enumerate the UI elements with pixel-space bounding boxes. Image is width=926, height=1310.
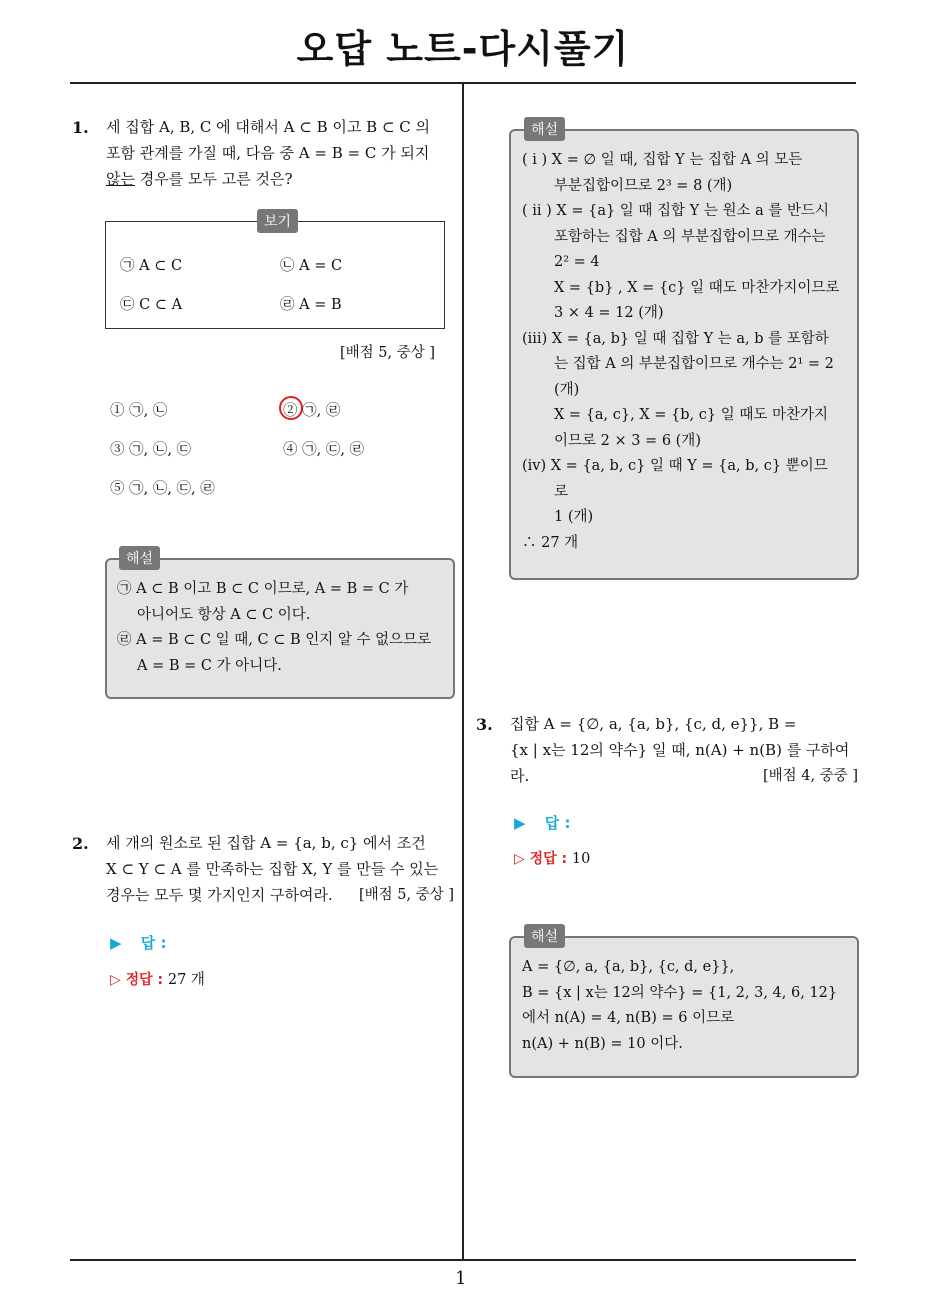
answer-choice-5[interactable]: ⑤ ㉠, ㉡, ㉢, ㉣ bbox=[110, 481, 215, 497]
q3-line: 집합 A = {∅, a, {a, b}, {c, d, e}}, B = bbox=[510, 715, 797, 733]
answer-choice-4[interactable]: ④ ㉠, ㉢, ㉣ bbox=[283, 442, 365, 458]
q1-line: 세 집합 A, B, C 에 대해서 A ⊂ B 이고 B ⊂ C 의 bbox=[106, 118, 431, 136]
solution-line: 포함하는 집합 A 의 부분집합이므로 개수는 bbox=[554, 228, 826, 245]
solution-line: 이므로 2 × 3 = 6 (개) bbox=[554, 432, 701, 449]
q3-text bbox=[510, 711, 858, 789]
play-arrow-icon: ▶ bbox=[110, 934, 122, 952]
q2-text bbox=[106, 830, 454, 908]
q1-underlined-word: 않는 bbox=[106, 170, 135, 188]
q3-solution-label: 해설 bbox=[524, 924, 565, 948]
q2-solution-text bbox=[522, 148, 850, 556]
q3-correct-value: 10 bbox=[571, 851, 591, 867]
q2-correct-answer bbox=[110, 968, 205, 989]
q1-line: 포함 관계를 가질 때, 다음 중 A = B = C 가 되지 bbox=[106, 144, 430, 162]
q1-score: [배점 5, 중상 ] bbox=[340, 345, 436, 361]
solution-line: ㉣ A = B ⊂ C 일 때, C ⊂ B 인지 알 수 없으므로 bbox=[117, 632, 432, 648]
q2-score: [배점 5, 중상 ] bbox=[358, 887, 454, 903]
solution-line: ∴ 27 개 bbox=[522, 534, 579, 551]
solution-line: 2² = 4 bbox=[554, 254, 600, 270]
solution-line: n(A) + n(B) = 10 이다. bbox=[522, 1035, 683, 1052]
solution-line: X = {a, c}, X = {b, c} 일 때도 마찬가지 bbox=[554, 407, 828, 423]
q2-solution-label: 해설 bbox=[524, 117, 565, 141]
q3-line: 라. [배점 4, 중중 ] bbox=[510, 763, 858, 789]
solution-line: ( i ) X = ∅ 일 때, 집합 Y 는 집합 A 의 모든 bbox=[522, 152, 803, 168]
q2-answer-label: 답 : bbox=[140, 934, 167, 952]
solution-line: 에서 n(A) = 4, n(B) = 6 이므로 bbox=[522, 1010, 735, 1026]
q2-correct-value: 27 개 bbox=[167, 972, 205, 988]
answer-choice-2[interactable]: ② ㉠, ㉣ bbox=[283, 403, 341, 419]
outline-triangle-icon: ▷ bbox=[110, 972, 121, 988]
solution-line: 부분집합이므로 2³ = 8 (개) bbox=[554, 177, 733, 194]
q3-answer-field[interactable] bbox=[514, 812, 571, 833]
q1-solution-label: 해설 bbox=[119, 546, 160, 570]
solution-line: 3 × 4 = 12 (개) bbox=[554, 305, 664, 321]
solution-line: A = B = C 가 아니다. bbox=[137, 657, 282, 674]
q3-line: {x | x는 12의 약수} 일 때, n(A) + n(B) 를 구하여 bbox=[510, 741, 850, 759]
answer-choice-3[interactable]: ③ ㉠, ㉡, ㉢ bbox=[110, 442, 192, 458]
q3-answer-label: 답 : bbox=[544, 814, 571, 832]
q2-line: 경우는 모두 몇 가지인지 구하여라. [배점 5, 중상 ] bbox=[106, 882, 454, 908]
q3-correct-label: 정답 : bbox=[529, 851, 568, 867]
outline-triangle-icon: ▷ bbox=[514, 851, 525, 867]
solution-line: 는 집합 A 의 부분집합이므로 개수는 2¹ = 2 bbox=[554, 356, 834, 372]
q2-answer-field[interactable] bbox=[110, 932, 167, 953]
footer-rule bbox=[70, 1259, 856, 1261]
bogi-label: 보기 bbox=[257, 209, 298, 233]
q3-correct-answer bbox=[514, 848, 590, 868]
bogi-item: ㉢ C ⊂ A bbox=[120, 297, 183, 313]
bogi-item: ㉣ A = B bbox=[280, 297, 342, 313]
solution-line: B = {x | x는 12의 약수} = {1, 2, 3, 4, 6, 12} bbox=[522, 984, 838, 1001]
page-title: 오답 노트-다시풀기 bbox=[296, 27, 630, 71]
column-divider bbox=[462, 84, 464, 1259]
answer-choice-1[interactable]: ① ㉠, ㉡ bbox=[110, 403, 168, 419]
solution-line: ( ii ) X = {a} 일 때 집합 Y 는 원소 a 를 반드시 bbox=[522, 203, 829, 219]
solution-line: (iv) X = {a, b, c} 일 때 Y = {a, b, c} 뿐이므 bbox=[522, 458, 828, 474]
q3-number: 3. bbox=[476, 715, 493, 734]
solution-line: A = {∅, a, {a, b}, {c, d, e}}, bbox=[522, 959, 735, 975]
solution-line: ㉠ A ⊂ B 이고 B ⊂ C 이므로, A = B = C 가 bbox=[117, 581, 409, 597]
q2-number: 2. bbox=[72, 834, 89, 853]
solution-line: 아니어도 항상 A ⊂ C 이다. bbox=[137, 606, 311, 623]
solution-line: 로 bbox=[554, 483, 569, 500]
solution-line: 1 (개) bbox=[554, 509, 594, 525]
q3-score: [배점 4, 중중 ] bbox=[762, 768, 858, 784]
page-number: 1 bbox=[455, 1268, 467, 1289]
q2-correct-label: 정답 : bbox=[125, 972, 164, 988]
bogi-item: ㉡ A = C bbox=[280, 258, 343, 274]
solution-line: X = {b} , X = {c} 일 때도 마찬가지이므로 bbox=[554, 279, 840, 296]
play-arrow-icon: ▶ bbox=[514, 814, 526, 832]
q1-line: 않는 경우를 모두 고른 것은? bbox=[106, 170, 293, 188]
q1-solution-text bbox=[117, 577, 447, 679]
solution-line: (개) bbox=[554, 381, 580, 398]
solution-line: (iii) X = {a, b} 일 때 집합 Y 는 a, b 를 포함하 bbox=[522, 330, 829, 347]
q2-line: 세 개의 원소로 된 집합 A = {a, b, c} 에서 조건 bbox=[106, 834, 426, 852]
q3-solution-text bbox=[522, 955, 850, 1057]
q1-text bbox=[106, 114, 454, 192]
bogi-item: ㉠ A ⊂ C bbox=[120, 258, 183, 274]
q2-line: X ⊂ Y ⊂ A 를 만족하는 집합 X, Y 를 만들 수 있는 bbox=[106, 860, 439, 878]
q1-number: 1. bbox=[72, 118, 89, 137]
